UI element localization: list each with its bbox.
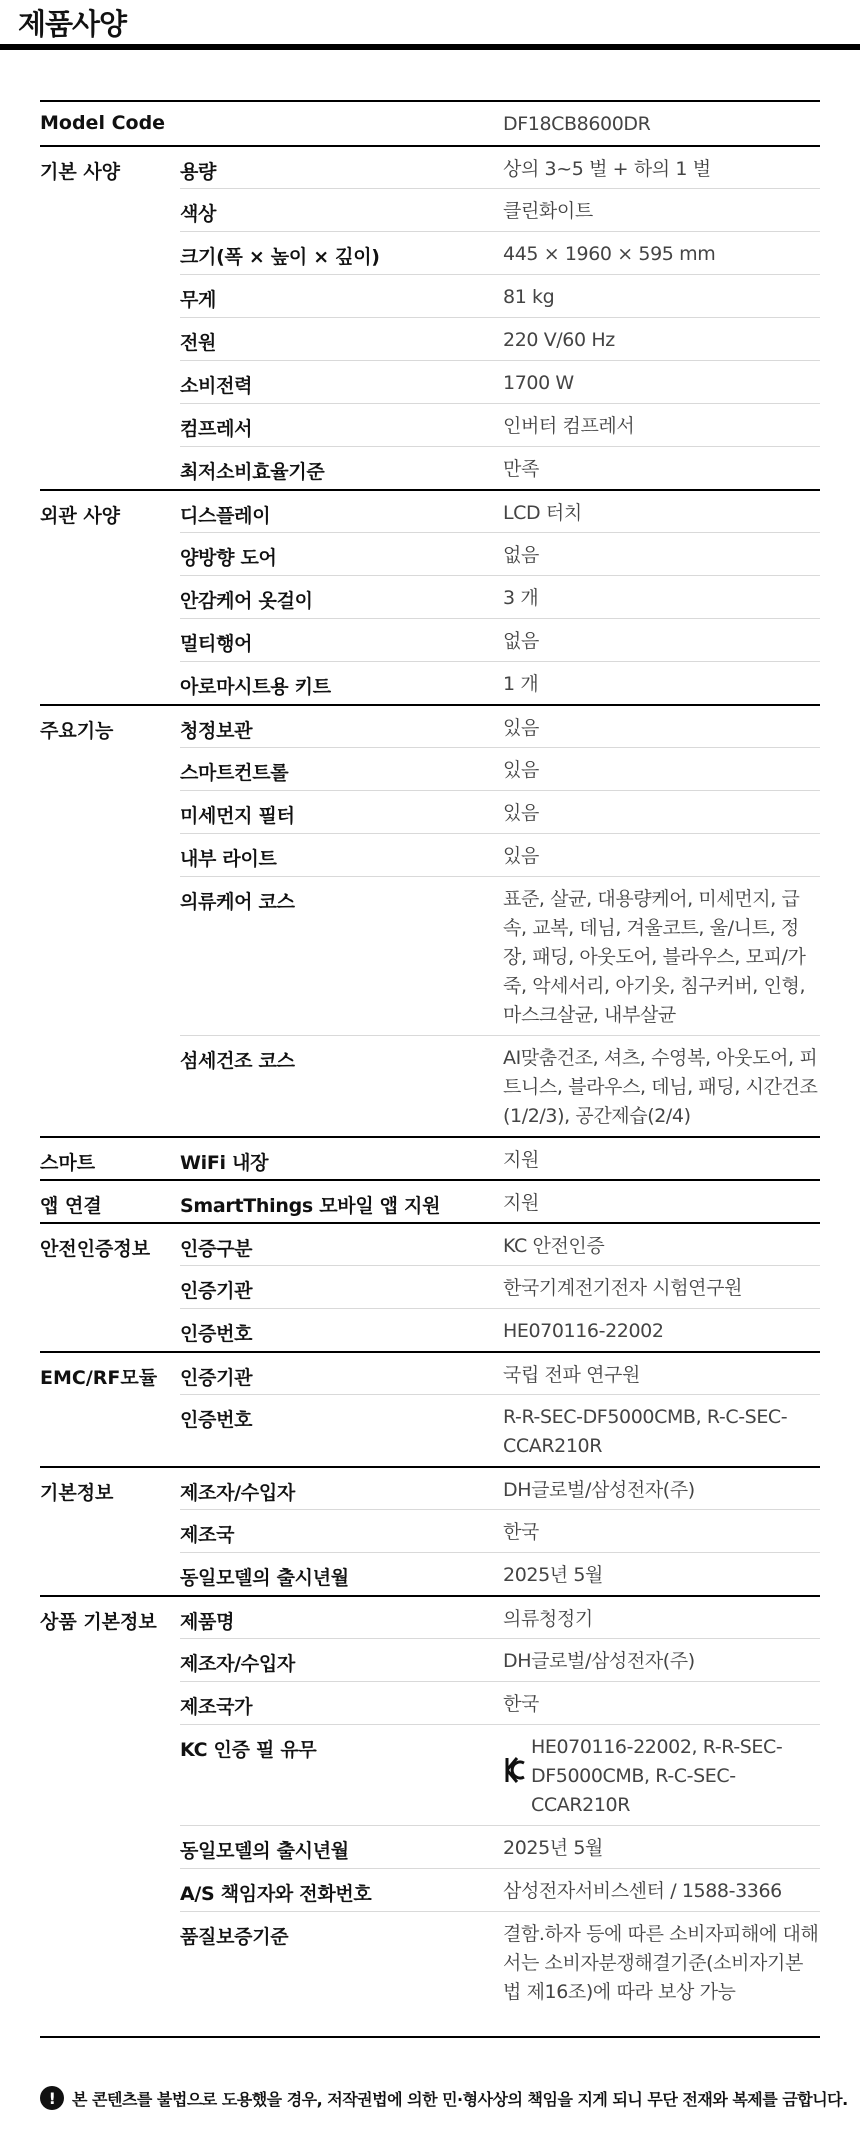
spec-value: KC 안전인증 bbox=[503, 1235, 605, 1257]
spec-key: 인증번호 bbox=[180, 1308, 503, 1351]
spec-value bbox=[503, 1724, 820, 1825]
group-label: 앱 연결 bbox=[40, 1195, 102, 1217]
title-rule bbox=[0, 44, 860, 50]
group-label bbox=[40, 575, 180, 585]
group-label: 외관 사양 bbox=[40, 505, 121, 527]
group-label: 안전인증정보 bbox=[40, 1238, 151, 1260]
spec-key: 인증기관 bbox=[180, 1367, 253, 1389]
spec-row bbox=[40, 1222, 820, 1265]
spec-value: 삼성전자서비스센터 / 1588-3366 bbox=[503, 1868, 820, 1911]
copyright-notice bbox=[40, 2086, 848, 2110]
kc-value-wrap bbox=[503, 1733, 820, 1820]
spec-value: 국립 전파 연구원 bbox=[503, 1364, 640, 1386]
spec-row bbox=[40, 833, 820, 876]
spec-value: 한국 bbox=[503, 1509, 820, 1552]
group-label bbox=[40, 1552, 180, 1562]
spec-row bbox=[40, 360, 820, 403]
group-label bbox=[40, 1911, 180, 1921]
spec-row bbox=[40, 403, 820, 446]
spec-row bbox=[40, 575, 820, 618]
spec-key: 크기(폭 × 높이 × 깊이) bbox=[180, 231, 503, 274]
spec-row bbox=[40, 1595, 820, 1638]
group-label bbox=[40, 876, 180, 886]
spec-value: R-R-SEC-DF5000CMB, R-C-SEC-CCAR210R bbox=[503, 1394, 820, 1466]
spec-row bbox=[40, 489, 820, 532]
spec-value: 클린화이트 bbox=[503, 188, 820, 231]
spec-key: 멀티행어 bbox=[180, 618, 503, 661]
group-label: 스마트 bbox=[40, 1152, 96, 1174]
spec-row bbox=[40, 1638, 820, 1681]
spec-row bbox=[40, 704, 820, 747]
group-label: 기본정보 bbox=[40, 1482, 114, 1504]
group-label bbox=[40, 1825, 180, 1835]
group-label bbox=[40, 532, 180, 542]
group-label: EMC/RF모듈 bbox=[40, 1367, 158, 1389]
spec-row bbox=[40, 1351, 820, 1394]
spec-table bbox=[40, 100, 820, 2012]
spec-key: 스마트컨트롤 bbox=[180, 747, 503, 790]
spec-row bbox=[40, 1724, 820, 1825]
kc-mark-icon bbox=[503, 1755, 527, 1785]
spec-row bbox=[40, 1136, 820, 1179]
group-label bbox=[40, 1509, 180, 1519]
spec-key: 인증구분 bbox=[180, 1238, 253, 1260]
group-label bbox=[40, 317, 180, 327]
spec-row bbox=[40, 145, 820, 188]
spec-row bbox=[40, 1394, 820, 1466]
spec-value: 표준, 살균, 대용량케어, 미세먼지, 급속, 교복, 데님, 겨울코트, 울/니트, 정장, 패딩, 아웃도어, 블라우스, 모피/가죽, 악세서리, 아기옷, 침구커버, 인형, 마스크살균, 내부살균 bbox=[503, 876, 820, 1035]
group-label bbox=[40, 1035, 180, 1045]
spec-key: 최저소비효율기준 bbox=[180, 446, 503, 489]
group-label bbox=[40, 833, 180, 843]
spec-value: 결함.하자 등에 따른 소비자피해에 대해서는 소비자분쟁해결기준(소비자기본법 제16조)에 따라 보상 가능 bbox=[503, 1911, 820, 2012]
group-label bbox=[40, 661, 180, 671]
group-label bbox=[40, 231, 180, 241]
group-label bbox=[40, 1265, 180, 1275]
spec-value: 있음 bbox=[503, 833, 820, 876]
spec-value: 있음 bbox=[503, 790, 820, 833]
page-title: 제품사양 bbox=[18, 7, 127, 41]
spec-key: 인증번호 bbox=[180, 1394, 503, 1466]
group-label bbox=[40, 1394, 180, 1404]
spec-row bbox=[40, 790, 820, 833]
spec-value: 1700 W bbox=[503, 360, 820, 403]
spec-row bbox=[40, 1179, 820, 1222]
group-label bbox=[40, 274, 180, 284]
spec-value: 1 개 bbox=[503, 661, 820, 704]
spec-row bbox=[40, 1466, 820, 1509]
group-label: 상품 기본정보 bbox=[40, 1611, 157, 1633]
spec-row bbox=[40, 317, 820, 360]
spec-value: 한국기계전기전자 시험연구원 bbox=[503, 1265, 820, 1308]
spec-key: 동일모델의 출시년월 bbox=[180, 1552, 503, 1595]
exclamation-icon: ! bbox=[40, 2086, 64, 2110]
spec-value: AI맞춤건조, 셔츠, 수영복, 아웃도어, 피트니스, 블라우스, 데님, 패딩, 시간건조(1/2/3), 공간제습(2/4) bbox=[503, 1035, 820, 1136]
spec-row bbox=[40, 446, 820, 489]
spec-row bbox=[40, 1825, 820, 1868]
spec-key: WiFi 내장 bbox=[180, 1152, 269, 1174]
spec-row bbox=[40, 1552, 820, 1595]
spec-value: DH글로벌/삼성전자(주) bbox=[503, 1638, 820, 1681]
spec-key: 컴프레서 bbox=[180, 403, 503, 446]
group-label bbox=[40, 1681, 180, 1691]
spec-value: DH글로벌/삼성전자(주) bbox=[503, 1479, 695, 1501]
spec-value: DF18CB8600DR bbox=[503, 113, 651, 135]
spec-value: 없음 bbox=[503, 618, 820, 661]
spec-key: 제조자/수입자 bbox=[180, 1482, 295, 1504]
spec-row bbox=[40, 1911, 820, 2012]
spec-key: 미세먼지 필터 bbox=[180, 790, 503, 833]
spec-key: 제조국가 bbox=[180, 1681, 503, 1724]
spec-key: 색상 bbox=[180, 188, 503, 231]
spec-key: 제조자/수입자 bbox=[180, 1638, 503, 1681]
group-label bbox=[40, 360, 180, 370]
spec-value: HE070116-22002 bbox=[503, 1308, 820, 1351]
table-bottom-rule bbox=[40, 2036, 820, 2038]
group-label: 기본 사양 bbox=[40, 161, 121, 183]
spec-key: 용량 bbox=[180, 161, 217, 183]
spec-value: 2025년 5월 bbox=[503, 1552, 820, 1595]
spec-value: 2025년 5월 bbox=[503, 1825, 820, 1868]
group-label bbox=[40, 188, 180, 198]
spec-row bbox=[40, 231, 820, 274]
spec-value: 220 V/60 Hz bbox=[503, 317, 820, 360]
spec-value: 445 × 1960 × 595 mm bbox=[503, 231, 820, 274]
group-label: Model Code bbox=[40, 112, 166, 134]
spec-key: 전원 bbox=[180, 317, 503, 360]
spec-row bbox=[40, 1308, 820, 1351]
spec-value: 상의 3~5 벌 + 하의 1 벌 bbox=[503, 158, 711, 180]
spec-key: 무게 bbox=[180, 274, 503, 317]
spec-row bbox=[40, 188, 820, 231]
spec-row bbox=[40, 1035, 820, 1136]
spec-key: KC 인증 필 유무 bbox=[180, 1724, 503, 1825]
spec-value: 의류청정기 bbox=[503, 1608, 593, 1630]
spec-row bbox=[40, 618, 820, 661]
spec-key: 청정보관 bbox=[180, 720, 253, 742]
spec-value: 한국 bbox=[503, 1681, 820, 1724]
group-label bbox=[40, 747, 180, 757]
spec-row bbox=[40, 1509, 820, 1552]
spec-row bbox=[40, 1868, 820, 1911]
spec-key: 의류케어 코스 bbox=[180, 876, 503, 1035]
spec-key: SmartThings 모바일 앱 지원 bbox=[180, 1195, 441, 1217]
spec-key: 품질보증기준 bbox=[180, 1911, 503, 2012]
spec-row bbox=[40, 274, 820, 317]
group-label bbox=[40, 403, 180, 413]
group-label bbox=[40, 1638, 180, 1648]
spec-value: 인버터 컴프레서 bbox=[503, 403, 820, 446]
notice-text: 본 콘텐츠를 불법으로 도용했을 경우, 저작권법에 의한 민·형사상의 책임을 지게 되니 무단 전재와 복제를 금합니다. bbox=[72, 2089, 848, 2109]
spec-key: 인증기관 bbox=[180, 1265, 503, 1308]
spec-value: 지원 bbox=[503, 1149, 539, 1171]
group-label bbox=[40, 1308, 180, 1318]
spec-value: 3 개 bbox=[503, 575, 820, 618]
spec-value: 만족 bbox=[503, 446, 820, 489]
spec-key: A/S 책임자와 전화번호 bbox=[180, 1868, 503, 1911]
spec-value: 없음 bbox=[503, 532, 820, 575]
spec-key: 동일모델의 출시년월 bbox=[180, 1825, 503, 1868]
spec-key: 양방향 도어 bbox=[180, 532, 503, 575]
group-label bbox=[40, 446, 180, 456]
kc-value-text: HE070116-22002, R-R-SEC-DF5000CMB, R-C-SEC-CCAR210R bbox=[531, 1736, 783, 1816]
spec-key: 내부 라이트 bbox=[180, 833, 503, 876]
spec-value: LCD 터치 bbox=[503, 502, 582, 524]
spec-key: 안감케어 옷걸이 bbox=[180, 575, 503, 618]
spec-value: 있음 bbox=[503, 747, 820, 790]
spec-key: 소비전력 bbox=[180, 360, 503, 403]
group-label: 주요기능 bbox=[40, 720, 114, 742]
spec-key: 디스플레이 bbox=[180, 505, 271, 527]
spec-row bbox=[40, 1265, 820, 1308]
spec-key: 제조국 bbox=[180, 1509, 503, 1552]
spec-key: 제품명 bbox=[180, 1611, 235, 1633]
spec-row bbox=[40, 876, 820, 1035]
group-label bbox=[40, 1724, 180, 1734]
spec-value: 81 kg bbox=[503, 274, 820, 317]
spec-key: 섬세건조 코스 bbox=[180, 1035, 503, 1136]
group-label bbox=[40, 1868, 180, 1878]
spec-value: 지원 bbox=[503, 1192, 539, 1214]
spec-key: 아로마시트용 키트 bbox=[180, 661, 503, 704]
spec-row bbox=[40, 102, 820, 145]
spec-row bbox=[40, 661, 820, 704]
group-label bbox=[40, 790, 180, 800]
spec-row bbox=[40, 532, 820, 575]
spec-row bbox=[40, 747, 820, 790]
spec-row bbox=[40, 1681, 820, 1724]
spec-value: 있음 bbox=[503, 717, 539, 739]
group-label bbox=[40, 618, 180, 628]
